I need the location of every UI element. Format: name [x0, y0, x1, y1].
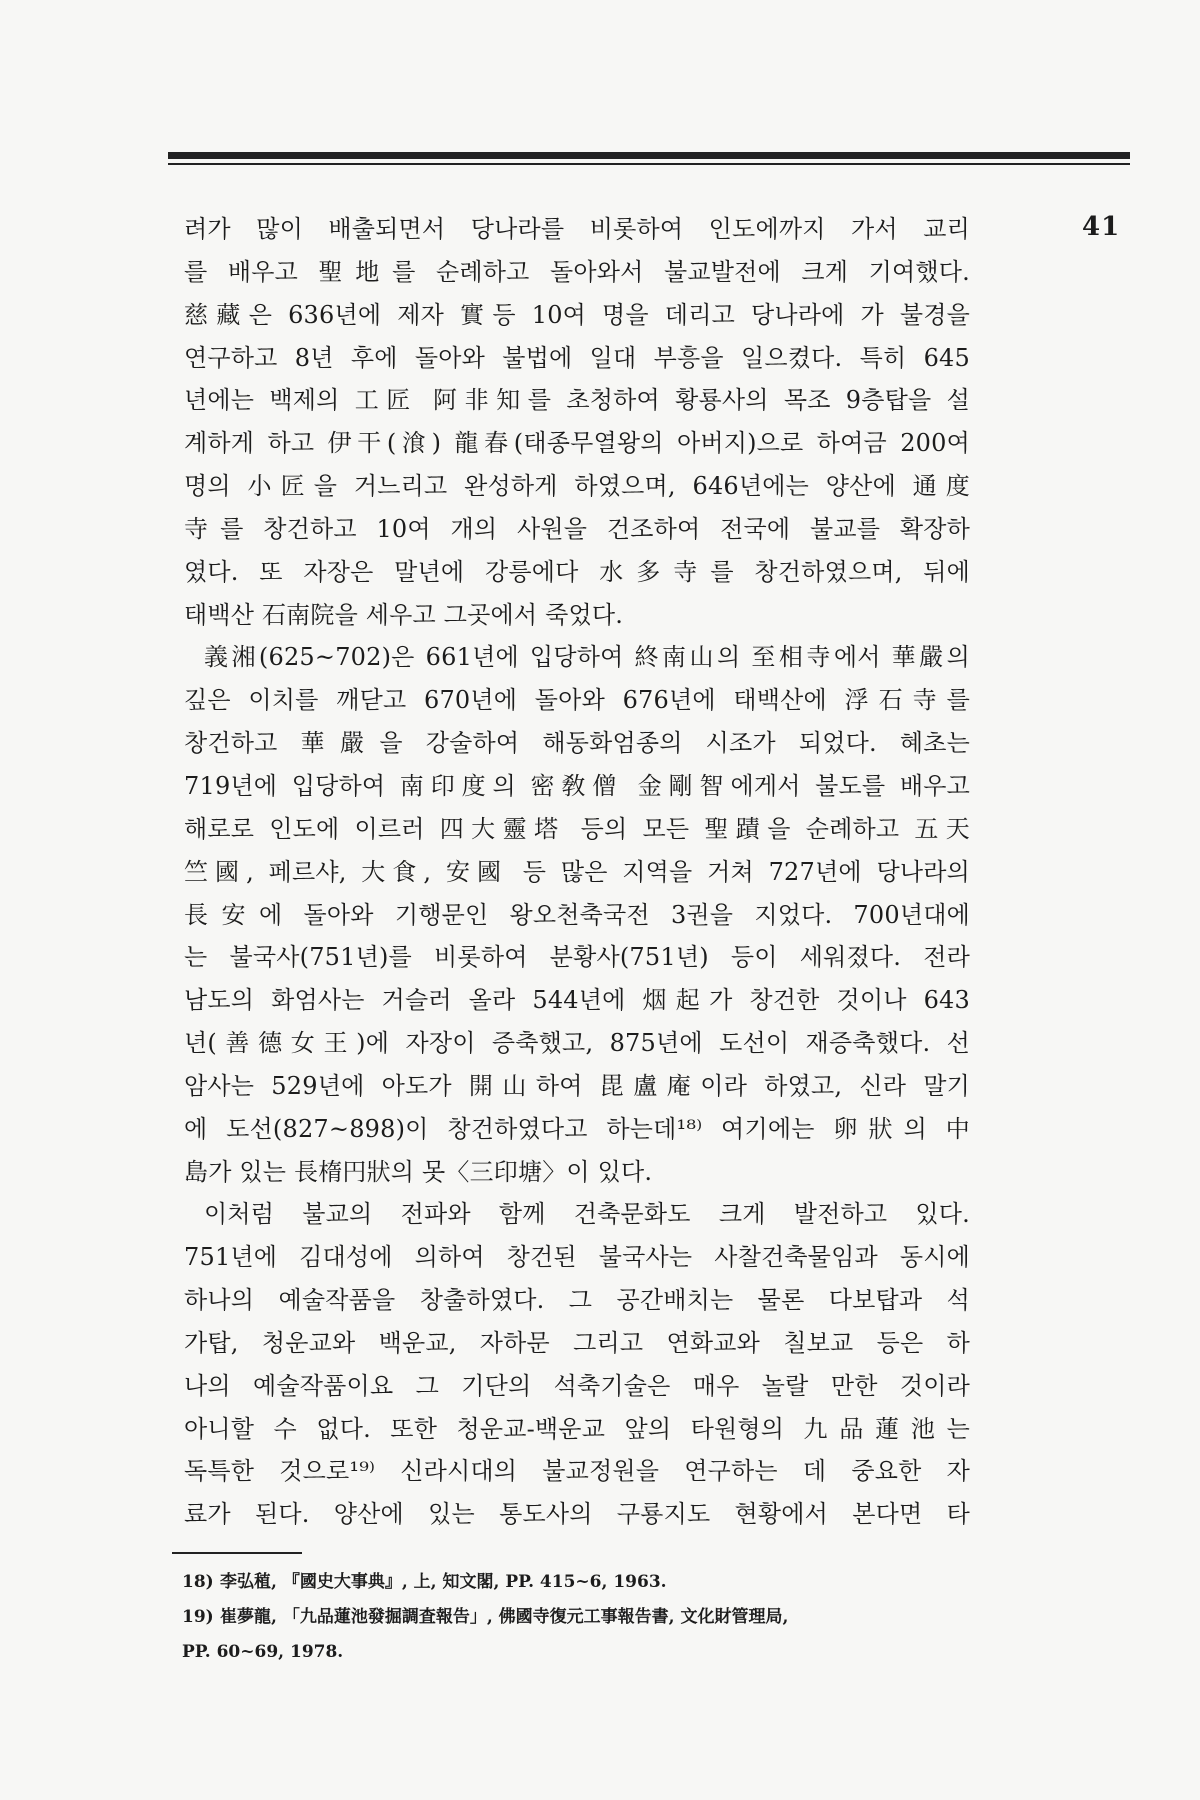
text-line: 료가 된다. 양산에 있는 통도사의 구룡지도 현황에서 본다면 타	[184, 1500, 970, 1529]
text-line: 竺國, 페르샤, 大食, 安國 등 많은 지역을 거쳐 727년에 당나라의	[184, 857, 970, 886]
footnotes	[182, 1565, 982, 1670]
body-text	[184, 208, 970, 1536]
footnote-number: 18)	[182, 1572, 214, 1592]
text-line: 남도의 화엄사는 거슬러 올라 544년에 烟起가 창건한 것이나 643	[184, 986, 970, 1015]
footnote-number: 19)	[182, 1607, 214, 1627]
footnote-18	[182, 1565, 982, 1600]
text-line: 려가 많이 배출되면서 당나라를 비롯하여 인도에까지 가서 교리	[184, 215, 970, 243]
text-line: 연구하고 8년 후에 돌아와 불법에 일대 부흥을 일으켰다. 특히 645	[184, 343, 970, 372]
header-rule-thin	[168, 163, 1130, 165]
text-line: 寺를 창건하고 10여 개의 사원을 건조하여 전국에 불교를 확장하	[184, 514, 970, 543]
text-line: 751년에 김대성에 의하여 창건된 불국사는 사찰건축물임과 동시에	[184, 1243, 970, 1272]
text-line: 명의 小匠을 거느리고 완성하게 하였으며, 646년에는 양산에 通度	[184, 472, 970, 501]
footnote-text: 崔夢龍, 「九品蓮池發掘調査報告」, 佛國寺復元工事報告書, 文化財管理局,	[220, 1607, 789, 1627]
footnote-19	[182, 1600, 982, 1635]
text-line: 이처럼 불교의 전파와 함께 건축문화도 크게 발전하고 있다.	[204, 1200, 970, 1229]
footnote-text: 李弘稙, 『國史大事典』, 上, 知文閣, PP. 415~6, 1963.	[220, 1572, 667, 1592]
text-line: 태백산 石南院을 세우고 그곳에서 죽었다.	[184, 600, 624, 629]
text-line: 는 불국사(751년)를 비롯하여 분황사(751년) 등이 세워졌다. 전라	[184, 943, 970, 972]
text-line: 암사는 529년에 아도가 開山하여 毘盧庵이라 하였고, 신라 말기	[184, 1071, 970, 1100]
text-line: 義湘(625~702)은 661년에 입당하여 終南山의 至相寺에서 華嚴의	[204, 643, 970, 672]
header-rule-thick	[168, 152, 1130, 159]
text-line: 가탑, 청운교와 백운교, 자하문 그리고 연화교와 칠보교 등은 하	[184, 1328, 970, 1357]
text-line: 년에는 백제의 工匠 阿非知를 초청하여 황룡사의 목조 9층탑을 설	[184, 386, 970, 415]
text-line: 였다. 또 자장은 말년에 강릉에다 水多寺를 창건하였으며, 뒤에	[184, 557, 970, 586]
text-line: 長安에 돌아와 기행문인 왕오천축국전 3권을 지었다. 700년대에	[184, 900, 970, 929]
text-line: 년(善德女王)에 자장이 증축했고, 875년에 도선이 재증축했다. 선	[184, 1029, 970, 1058]
text-line: 에 도선(827~898)이 창건하였다고 하는데¹⁸⁾ 여기에는 卵狀의 中	[184, 1114, 970, 1143]
text-line: 나의 예술작품이요 그 기단의 석축기술은 매우 놀랄 만한 것이라	[184, 1371, 970, 1400]
page-number: 41	[1082, 212, 1121, 242]
text-line: 를 배우고 聖地를 순례하고 돌아와서 불교발전에 크게 기여했다.	[184, 257, 970, 286]
text-line: 아니할 수 없다. 또한 청운교-백운교 앞의 타원형의 九品蓮池는	[184, 1414, 970, 1443]
text-line: 島가 있는 長楕円狀의 못〈三印塘〉이 있다.	[184, 1157, 653, 1186]
text-line: 하나의 예술작품을 창출하였다. 그 공간배치는 물론 다보탑과 석	[184, 1286, 970, 1315]
footnote-19-continuation: PP. 60~69, 1978.	[182, 1642, 344, 1662]
text-line: 719년에 입당하여 南印度의 密敎僧 金剛智에게서 불도를 배우고	[184, 771, 970, 800]
footnote-rule	[172, 1552, 302, 1554]
text-line: 계하게 하고 伊干(湌) 龍春(태종무열왕의 아버지)으로 하여금 200여	[184, 429, 970, 458]
text-line: 깊은 이치를 깨닫고 670년에 돌아와 676년에 태백산에 浮石寺를	[184, 686, 970, 715]
text-line: 해로로 인도에 이르러 四大靈塔 등의 모든 聖蹟을 순례하고 五天	[184, 814, 970, 843]
text-line: 독특한 것으로¹⁹⁾ 신라시대의 불교정원을 연구하는 데 중요한 자	[184, 1457, 970, 1486]
text-line: 창건하고 華嚴을 강술하여 해동화엄종의 시조가 되었다. 혜초는	[184, 729, 970, 758]
text-line: 慈藏은 636년에 제자 實등 10여 명을 데리고 당나라에 가 불경을	[184, 300, 970, 329]
